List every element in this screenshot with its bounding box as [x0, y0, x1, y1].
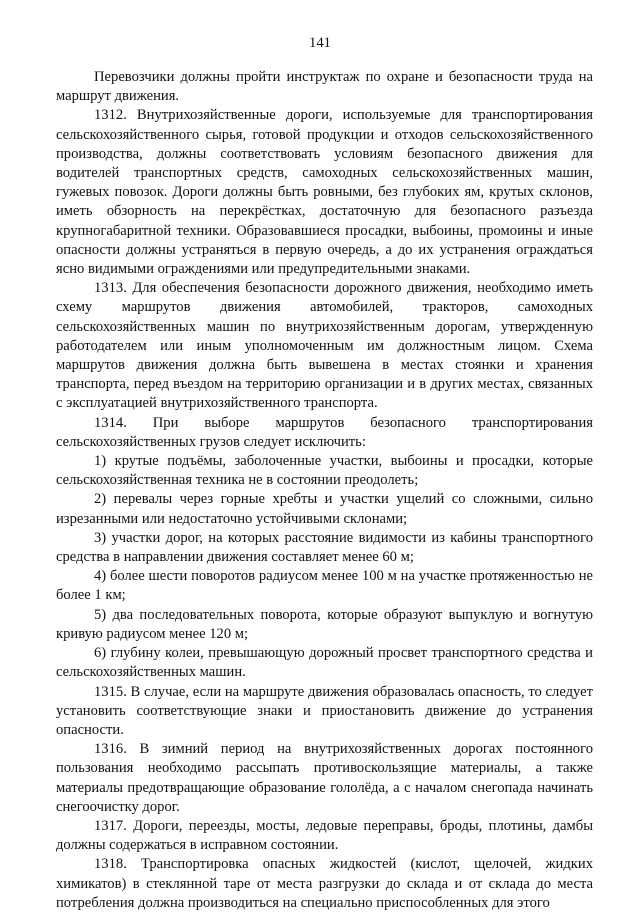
list-item-5: 5) два последовательных поворота, которые образуют выпуклую и вогнутую кривую радиусом менее 120 м; [56, 606, 593, 642]
paragraph-1317: 1317. Дороги, переезды, мосты, ледовые переправы, броды, плотины, дамбы должны содержаться в исправном состоянии. [56, 817, 593, 854]
document-body [56, 68, 593, 913]
paragraph-intro: Перевозчики должны пройти инструктаж по охране и безопасности труда на маршрут движения. [56, 69, 593, 105]
paragraph-1316: 1316. В зимний период на внутрихозяйственных дорогах постоянного пользования необходимо рассыпать противоскользящие материалы, а также материалы предотвращающие образование гололёда, а с началом снегопада начинать снегоочистку дорог. [56, 741, 593, 815]
paragraph-1313: 1313. Для обеспечения безопасности дорожного движения, необходимо иметь схему маршрутов движения автомобилей, тракторов, самоходных сельскохозяйственных машин по внутрихозяйственным дорогам, утвержденную работодателем или иным уполномоченным им должностным лицом. Схема маршрутов движения должна быть вывешена в местах стоянки и хранения транспорта, перед въездом на территорию организации и в других местах, связанных с эксплуатацией внутрихозяйственного транспорта. [56, 280, 593, 412]
paragraph-1318: 1318. Транспортировка опасных жидкостей (кислот, щелочей, жидких химикатов) в стеклянной таре от места разгрузки до склада и от склада до места потребления должна производиться на специально приспособленных для этого [56, 856, 593, 911]
paragraph-1312: 1312. Внутрихозяйственные дороги, используемые для транспортирования сельскохозяйственного сырья, готовой продукции и отходов сельскохозяйственного производства, должны соответствовать условиям безопасного движения для водителей транспортных средств, самоходных сельскохозяйственных машин, гужевых повозок. Дороги должны быть ровными, без глубоких ям, крутых склонов, иметь обзорность на перекрёстках, достаточную для безопасного разъезда крупногабаритной техники. Образовавшиеся просадки, выбоины, промоины и иные опасности должны устраняться в первую очередь, а до их устранения ограждаться ясно видимыми ограждениями или предупредительными знаками. [56, 107, 593, 278]
list-item-6: 6) глубину колеи, превышающую дорожный просвет транспортного средства и сельскохозяйственных машин. [56, 645, 593, 681]
list-item-3: 3) участки дорог, на которых расстояние видимости из кабины транспортного средства в направлении движения составляет менее 60 м; [56, 529, 593, 566]
list-item-4: 4) более шести поворотов радиусом менее 100 м на участке протяженностью не более 1 км; [56, 568, 593, 604]
paragraph-1314: 1314. При выборе маршрутов безопасного транспортирования сельскохозяйственных грузов следует исключить: [56, 414, 593, 450]
paragraph-1315: 1315. В случае, если на маршруте движения образовалась опасность, то следует установить соответствующие знаки и приостановить движение до устранения опасности. [56, 683, 593, 738]
page-number: 141 [309, 35, 331, 51]
list-item-2: 2) перевалы через горные хребты и участки ущелий со сложными, сильно изрезанными или недостаточно устойчивыми склонами; [56, 491, 593, 527]
list-item-1: 1) крутые подъёмы, заболоченные участки, выбоины и просадки, которые сельскохозяйственная техника не в состоянии преодолеть; [56, 453, 593, 489]
